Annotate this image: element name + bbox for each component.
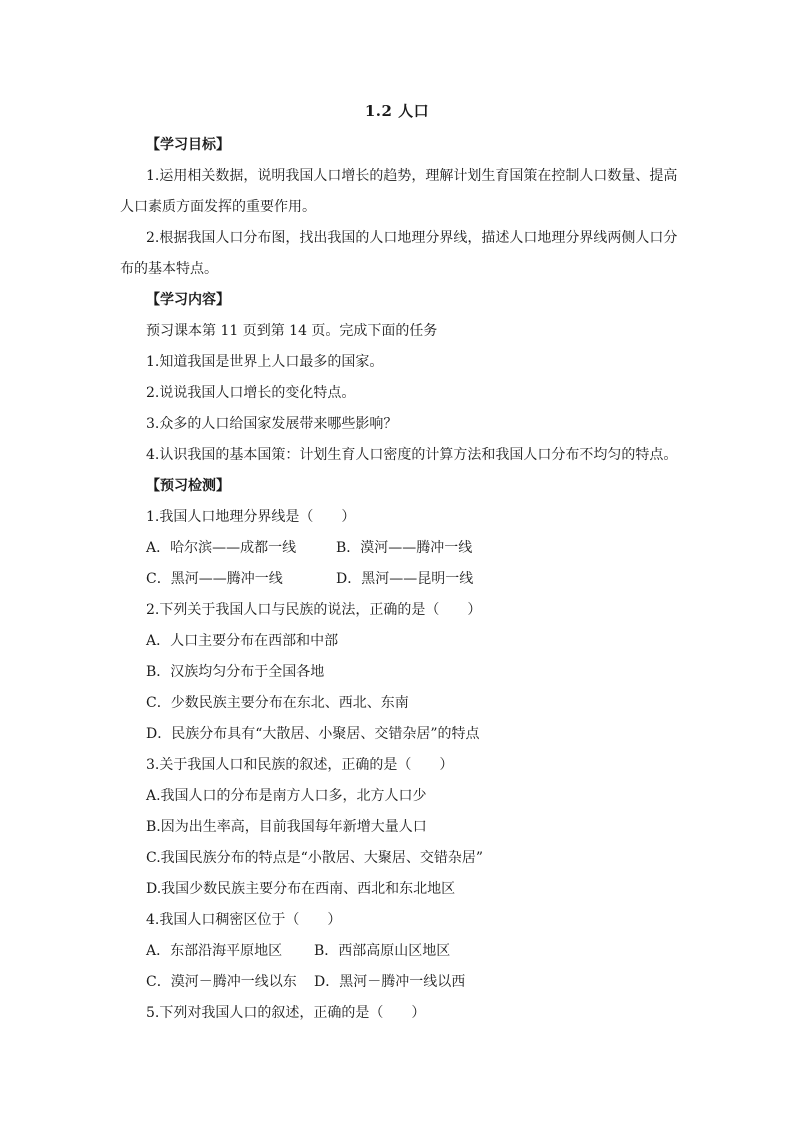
question-2: 2.下列关于我国人口与民族的说法，正确的是（ ） bbox=[146, 602, 482, 618]
content-item-3: 3.众多的人口给国家发展带来哪些影响？ bbox=[146, 416, 398, 432]
question-4: 4.我国人口稠密区位于（ ） bbox=[146, 912, 342, 928]
test-heading: 【预习检测】 bbox=[146, 478, 230, 494]
question-4-options-cd bbox=[146, 973, 465, 991]
question-1: 1.我国人口地理分界线是（ ） bbox=[146, 509, 356, 525]
goal-1-line-2: 人口素质方面发挥的重要作用。 bbox=[120, 199, 316, 215]
content-intro: 预习课本第 11 页到第 14 页。完成下面的任务 bbox=[146, 323, 438, 339]
question-4-option-b: B．西部高原山区地区 bbox=[314, 943, 451, 959]
question-4-option-d: D．黑河－腾冲一线以西 bbox=[314, 974, 466, 990]
goal-2-line-1: 2.根据我国人口分布图，找出我国的人口地理分界线，描述人口地理分界线两侧人口分 bbox=[146, 230, 678, 246]
question-3-option-b: B.因为出生率高，目前我国每年新增大量人口 bbox=[146, 819, 427, 835]
question-4-option-a: A．东部沿海平原地区 bbox=[146, 943, 283, 959]
question-1-options-ab bbox=[146, 539, 472, 557]
question-2-option-d: D．民族分布具有“大散居、小聚居、交错杂居”的特点 bbox=[146, 726, 480, 742]
question-3-option-a: A.我国人口的分布是南方人口多，北方人口少 bbox=[146, 788, 427, 804]
goals-heading: 【学习目标】 bbox=[146, 137, 230, 153]
goal-1-line-1: 1.运用相关数据，说明我国人口增长的趋势，理解计划生育国策在控制人口数量、提高 bbox=[146, 168, 678, 184]
question-4-option-c: C．漠河－腾冲一线以东 bbox=[146, 974, 297, 990]
question-2-option-c: C．少数民族主要分布在东北、西北、东南 bbox=[146, 695, 409, 711]
content-item-4: 4.认识我国的基本国策：计划生育人口密度的计算方法和我国人口分布不均匀的特点。 bbox=[146, 447, 678, 463]
question-1-option-d: D．黑河——昆明一线 bbox=[336, 571, 474, 587]
question-1-option-a: A．哈尔滨——成都一线 bbox=[146, 540, 297, 556]
question-2-option-b: B．汉族均匀分布于全国各地 bbox=[146, 664, 325, 680]
question-2-option-a: A．人口主要分布在西部和中部 bbox=[146, 633, 339, 649]
question-1-options-cd bbox=[146, 570, 473, 588]
question-3: 3.关于我国人口和民族的叙述，正确的是（ ） bbox=[146, 757, 454, 773]
question-1-option-b: B．漠河——腾冲一线 bbox=[336, 540, 473, 556]
question-3-option-c: C.我国民族分布的特点是“小散居、大聚居、交错杂居” bbox=[146, 850, 483, 866]
content-item-2: 2.说说我国人口增长的变化特点。 bbox=[146, 385, 356, 401]
question-4-options-ab bbox=[146, 942, 450, 960]
content-heading: 【学习内容】 bbox=[146, 292, 230, 308]
goal-2-line-2: 布的基本特点。 bbox=[120, 261, 218, 277]
question-5: 5.下列对我国人口的叙述，正确的是（ ） bbox=[146, 1005, 426, 1021]
content-item-1: 1.知道我国是世界上人口最多的国家。 bbox=[146, 354, 384, 370]
question-1-option-c: C．黑河——腾冲一线 bbox=[146, 571, 283, 587]
question-3-option-d: D.我国少数民族主要分布在西南、西北和东北地区 bbox=[146, 881, 456, 897]
page-title: 1.2 人口 bbox=[364, 102, 430, 120]
